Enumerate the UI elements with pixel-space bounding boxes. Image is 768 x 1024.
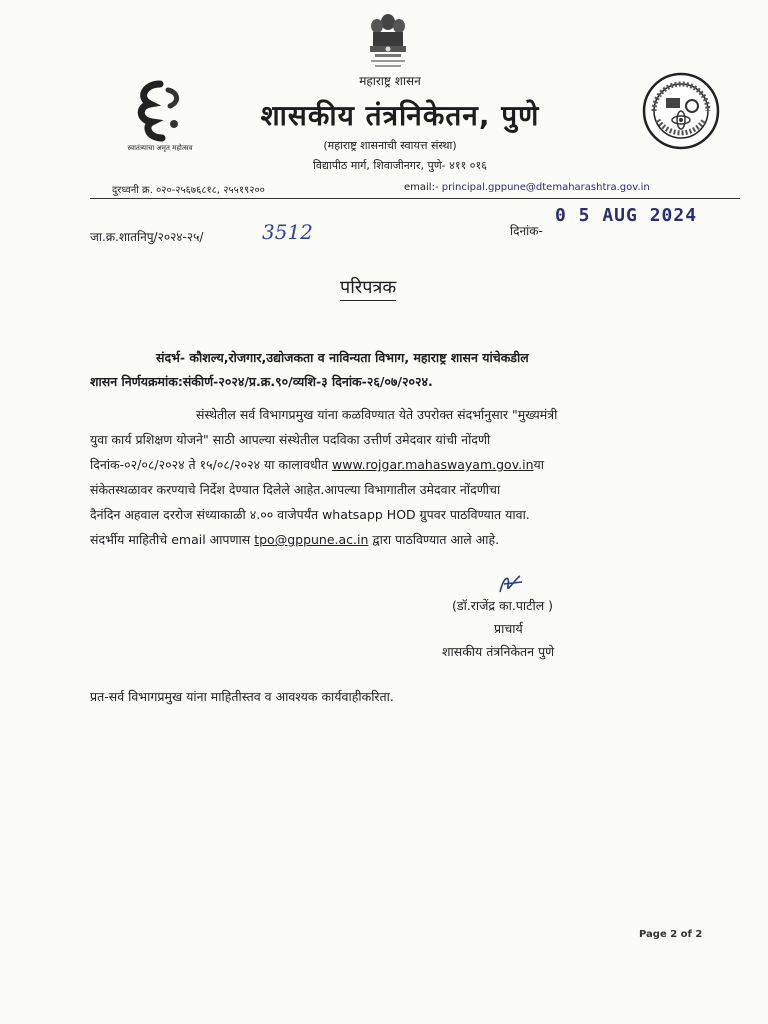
email-address: principal.gppune@dtemaharashtra.gov.in: [441, 182, 650, 193]
circular-body: [90, 402, 730, 552]
email-label: email:-: [404, 182, 439, 193]
body-line-6-text: संदर्भीय माहितीचे email आपणास: [90, 532, 255, 547]
header-divider: [90, 198, 740, 199]
subject-line-2: शासन निर्णयक्रमांक:संकीर्ण-२०२४/प्र.क्र.९०/व्यशि-३ दिनांक-२६/०७/२०२४.: [90, 374, 433, 389]
signatory-name: (डॉ.राजेंद्र का.पाटील ): [452, 598, 554, 613]
college-seal-icon: [642, 72, 720, 150]
autonomy-note: (महाराष्ट्र शासनाची स्वायत्त संस्था): [323, 139, 457, 152]
amrit-mahotsav-icon: [130, 80, 190, 142]
email-contact: [404, 182, 650, 193]
signatory-institute: शासकीय तंत्रनिकेतन पुणे: [442, 644, 555, 659]
body-line-3: [90, 452, 730, 477]
subject-reference: [90, 346, 730, 394]
reference-number-handwritten: 3512: [262, 220, 313, 244]
logo-tagline: स्वातंत्र्याचा अमृत महोत्सव: [127, 144, 193, 152]
body-line-2: युवा कार्य प्रशिक्षण योजने" साठी आपल्या संस्थेतील पदविका उत्तीर्ण उमेदवार यांची नोंदणी: [90, 432, 491, 447]
date-label: दिनांक-: [510, 224, 543, 238]
tpo-email-link[interactable]: tpo@gppune.ac.in: [254, 532, 369, 547]
body-line-6-suffix: द्वारा पाठविण्यात आले आहे.: [368, 532, 500, 547]
body-line-5: दैनंदिन अहवाल दररोज संध्याकाळी ४.०० वाजेपर्यंत whatsapp HOD ग्रुपवर पाठविण्यात यावा.: [90, 507, 530, 522]
signatory-designation: प्राचार्य: [494, 621, 523, 636]
body-line-6: [90, 527, 730, 552]
institute-address: विद्यापीठ मार्ग, शिवाजीनगर, पुणे- ४११ ०१६: [313, 159, 487, 172]
page-number: Page 2 of 2: [639, 929, 703, 940]
rojgar-website-link[interactable]: www.rojgar.mahaswayam.gov.in: [332, 457, 534, 472]
body-line-4: संकेतस्थळावर करण्याचे निर्देश देण्यात दिलेले आहेत.आपल्या विभागातील उमेदवार नोंदणीचा: [90, 482, 501, 497]
government-name: महाराष्ट्र शासन: [359, 74, 421, 88]
document-title: परिपत्रक: [340, 275, 396, 301]
phone-number: दुरध्वनी क्र. ०२०-२५६७६८१८, २५५१९२००: [112, 185, 265, 196]
subject-line-1: संदर्भ- कौशल्य,रोजगार,उद्योजकता व नाविन्यता विभाग, महाराष्ट्र शासन यांचेकडील: [156, 350, 529, 365]
institute-name: शासकीय तंत्रनिकेतन, पुणे: [260, 99, 540, 132]
body-line-3-suffix: या: [533, 457, 544, 472]
reference-number: जा.क्र.शातनिपु/२०२४-२५/: [90, 230, 204, 244]
copy-to-line: प्रत-सर्व विभागप्रमुख यांना माहितीस्तव व आवश्यक कार्यवाहीकरिता.: [90, 689, 394, 704]
date-stamp: 0 5 AUG 2024: [555, 205, 698, 226]
azadi-amrit-mahotsav-logo: [110, 80, 210, 160]
signature-mark-icon: [496, 572, 526, 596]
body-line-1: संस्थेतील सर्व विभागप्रमुख यांना कळविण्यात येते उपरोक्त संदर्भानुसार "मुख्यमंत्री: [196, 407, 558, 422]
state-emblem-icon: [365, 10, 411, 72]
body-line-3-text: दिनांक-०२/०८/२०२४ ते १५/०८/२०२४ या कालावधीत: [90, 457, 333, 472]
polytechnic-seal-logo: [642, 72, 720, 150]
